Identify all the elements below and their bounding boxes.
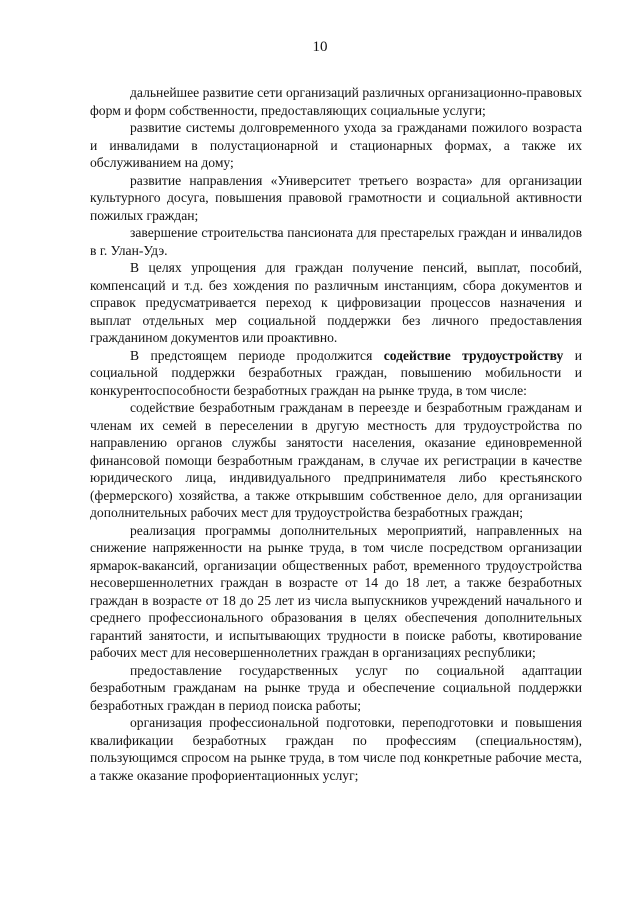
paragraph: дальнейшее развитие сети организаций различных организационно-правовых форм и форм собственности, предоставляющих социальные услуги; (90, 85, 582, 118)
paragraph: завершение строительства пансионата для престарелых граждан и инвалидов в г. Улан-Удэ. (90, 225, 582, 258)
paragraph: развитие направления «Университет третьего возраста» для организации культурного досуга, повышения правовой грамотности и социальной активности пожилых граждан; (90, 172, 582, 223)
paragraph-text: и социальной поддержки безработных граждан, повышению мобильности и конкурентоспособности безработных граждан на рынке труда, в том числе: (90, 347, 582, 398)
paragraph-text: В предстоящем периоде продолжится (130, 347, 384, 363)
paragraph: организация профессиональной подготовки, переподготовки и повышения квалификации безработных граждан по профессиям (специальностям), пользующимся спросом на рынке труда, в том числе под конкретные рабочие места, а также оказание профориентационных услуг; (90, 715, 582, 783)
page-number: 10 (312, 39, 328, 55)
document-body (90, 84, 582, 784)
emphasis-text: содействие трудоустройству (383, 347, 564, 363)
paragraph: содействие безработным гражданам в переезде и безработным гражданам и членам их семей в переселении в другую местность для трудоустройства по направлению органов службы занятости населения, оказание единовременной финансовой помощи безработным гражданам, в случае их регистрации в качестве юридического лица, индивидуального предпринимателя либо крестьянского (фермерского) хозяйства, а также открывшим собственное дело, для организации дополнительных рабочих мест для трудоустройства безработных граждан; (90, 400, 582, 520)
paragraph: реализация программы дополнительных мероприятий, направленных на снижение напряженности на рынке труда, в том числе посредством организации ярмарок-вакансий, организации общественных работ, временного трудоустройства несовершеннолетних граждан в возрасте от 14 до 18 лет, а также безработных граждан в возрасте от 18 до 25 лет из числа выпускников учреждений начального и среднего профессионального образования в целях обеспечения дополнительных гарантий занятости, и испытывающих трудности в поиске работы, квотирование рабочих мест для несовершеннолетних граждан в организациях республики; (90, 522, 582, 660)
paragraph: предоставление государственных услуг по социальной адаптации безработным гражданам на рынке труда и обеспечение социальной поддержки безработных граждан в период поиска работы; (90, 662, 582, 713)
paragraph (90, 347, 582, 400)
paragraph: В целях упрощения для граждан получение пенсий, выплат, пособий, компенсаций и т.д. без хождения по различным инстанциям, сбора документов и справок предусматривается переход к цифровизации процессов назначения и выплат отдельных мер социальной поддержки без личного предоставления гражданином документов или проактивно. (90, 260, 582, 345)
paragraph: развитие системы долговременного ухода за гражданами пожилого возраста и инвалидами в полустационарной и стационарных формах, а также их обслуживанием на дому; (90, 120, 582, 170)
